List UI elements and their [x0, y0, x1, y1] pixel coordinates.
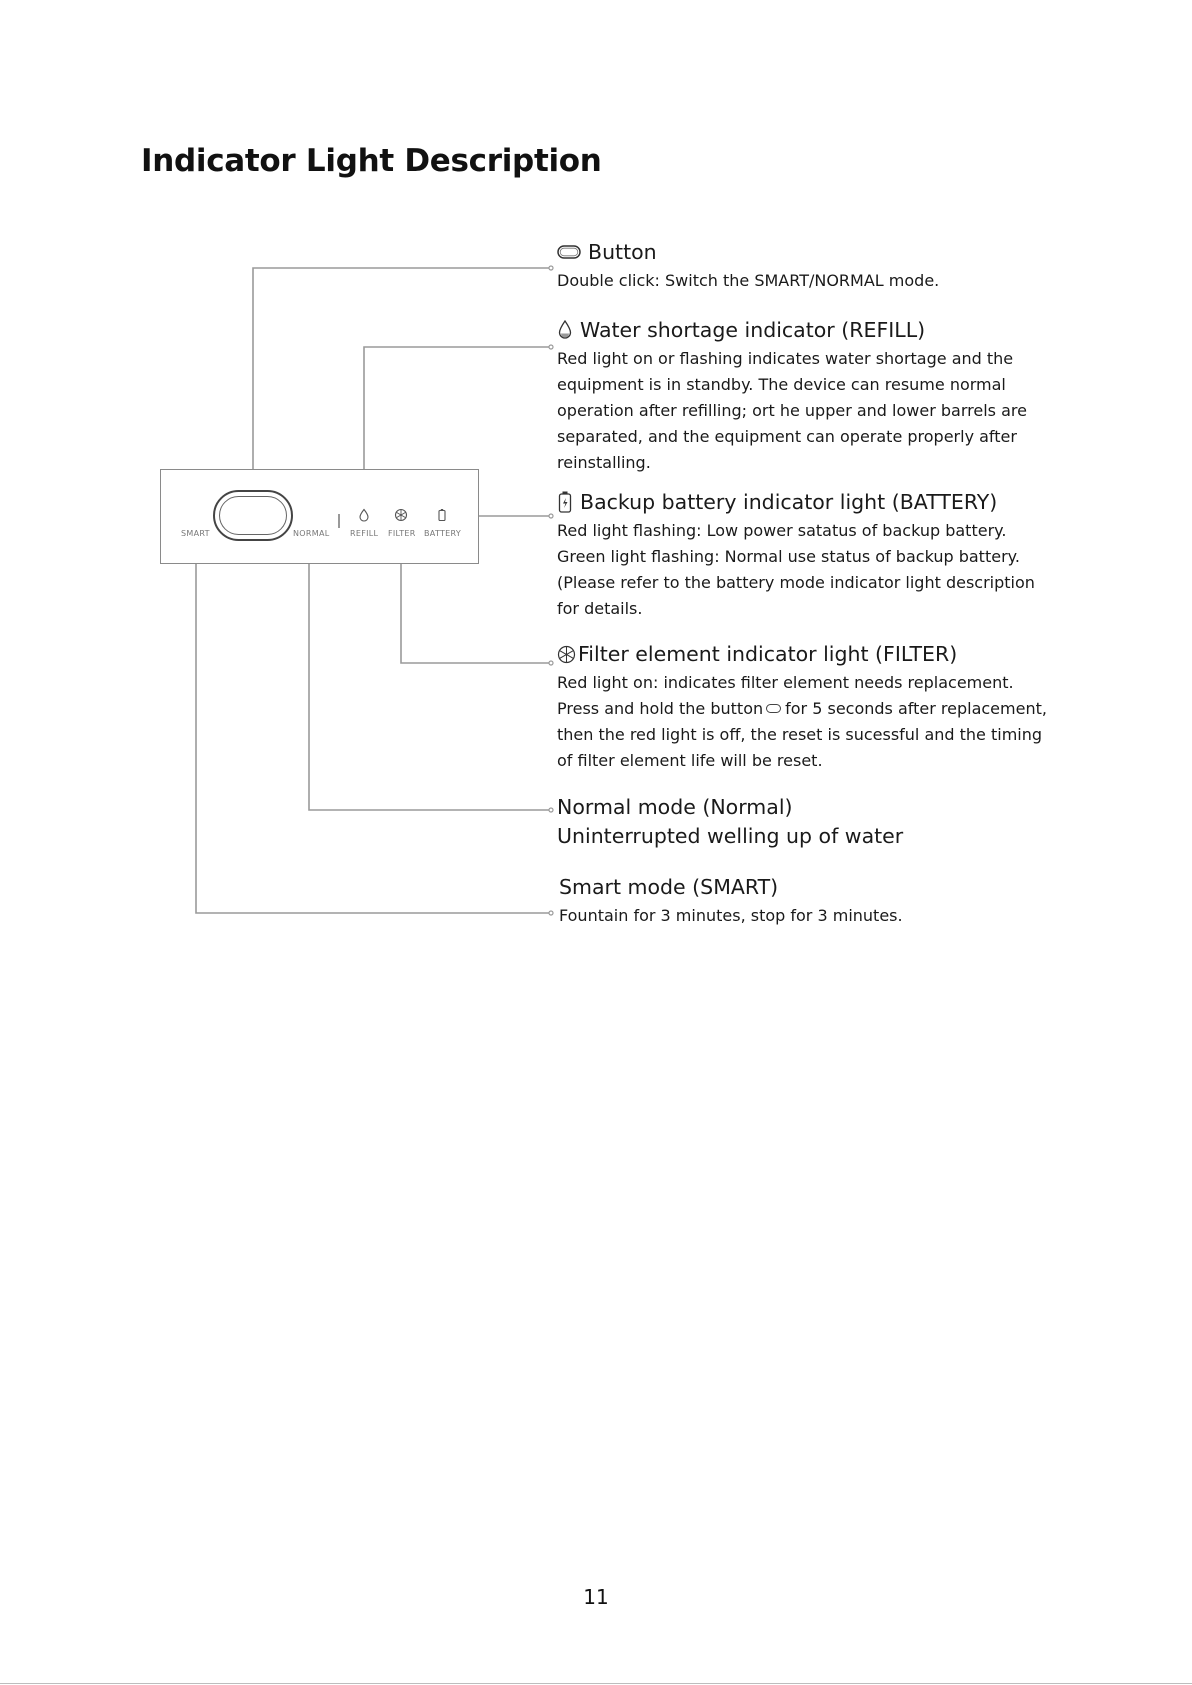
panel-label-refill: REFILL: [350, 529, 379, 538]
note-filter-line2-end: for 5 seconds after replacement,: [785, 699, 1047, 718]
note-smart: [559, 875, 1079, 929]
note-normal-heading: Normal mode (Normal): [557, 795, 793, 819]
page-number: 11: [583, 1585, 609, 1609]
battery-icon: [557, 490, 573, 514]
note-normal-body: Uninterrupted welling up of water: [557, 824, 904, 848]
button-icon: [557, 244, 581, 260]
panel-mode-button: [213, 490, 293, 541]
note-smart-heading: Smart mode (SMART): [559, 875, 779, 899]
panel-filter-icon: [394, 508, 408, 522]
note-button-body: Double click: Switch the SMART/NORMAL mode.: [557, 271, 940, 290]
note-filter-heading: Filter element indicator light (FILTER): [578, 642, 958, 666]
note-refill-body: Red light on or flashing indicates water shortage and the equipment is in standby. The device can resume normal operation after refilling; ort he upper and lower barrels are separated, and the equipment can operate properly after reinstalling.: [557, 349, 1027, 472]
leader-normal: [309, 547, 550, 810]
water-drop-icon: [557, 319, 573, 341]
note-battery-heading: Backup battery indicator light (BATTERY): [580, 490, 998, 514]
note-button-heading: Button: [588, 240, 657, 264]
note-filter-line1: Red light on: indicates filter element needs replacement.: [557, 673, 1014, 692]
note-battery-body: Red light flashing: Low power satatus of backup battery. Green light flashing: Normal use status of backup battery. (Please refer to the battery mode indicator light description for details.: [557, 521, 1035, 618]
page-bottom-rule: [0, 1683, 1192, 1684]
panel-label-normal: NORMAL: [293, 529, 330, 538]
leader-button: [253, 268, 550, 502]
note-refill-heading: Water shortage indicator (REFILL): [580, 318, 926, 342]
leader-smart: [196, 547, 550, 913]
panel-label-filter: FILTER: [388, 529, 416, 538]
note-filter-line2-start: Press and hold the button: [557, 699, 764, 718]
panel-label-battery: BATTERY: [424, 529, 462, 538]
note-refill: [557, 318, 1077, 476]
filter-icon: [557, 645, 576, 664]
page-title: Indicator Light Description: [141, 143, 602, 179]
panel-battery-icon: [435, 508, 449, 522]
note-filter-body-rest: then the red light is off, the reset is sucessful and the timing of filter element life will be reset.: [557, 725, 1043, 770]
panel-water-drop-icon: [357, 508, 371, 522]
note-filter: [557, 642, 1117, 774]
panel-label-smart: SMART: [181, 529, 210, 538]
panel-separator: [338, 514, 340, 528]
leader-filter: [401, 547, 550, 663]
note-battery: [557, 490, 1077, 622]
note-smart-body: Fountain for 3 minutes, stop for 3 minutes.: [559, 906, 903, 925]
note-normal: [557, 795, 1077, 851]
control-panel-illustration: [160, 469, 479, 564]
inline-button-icon: [766, 704, 781, 713]
note-button: [557, 240, 1077, 294]
